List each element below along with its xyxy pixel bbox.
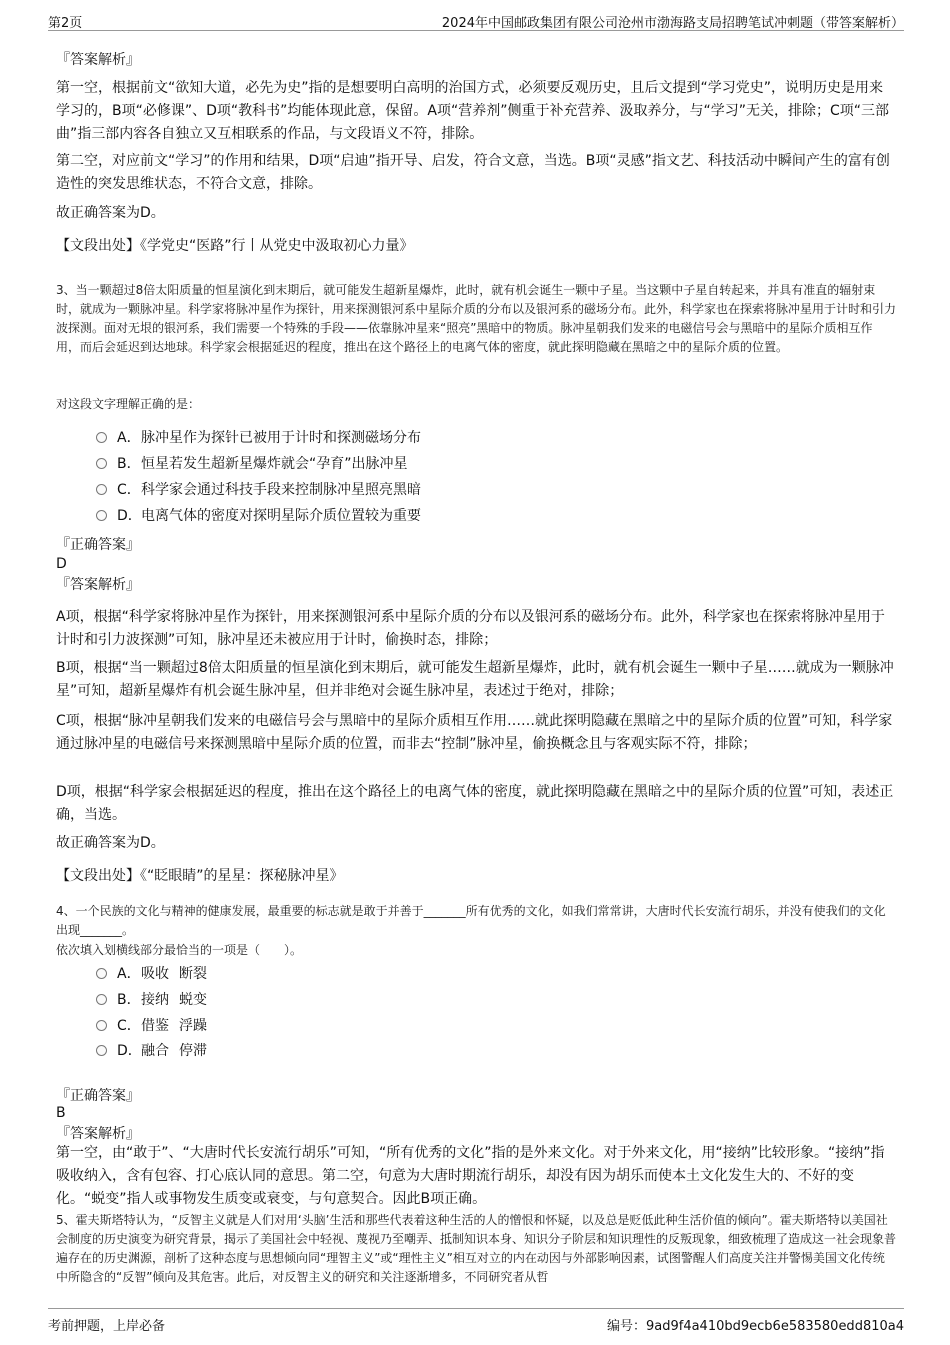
document-code: 编号：9ad9f4a410bd9ecb6e583580edd810a4 bbox=[606, 1319, 904, 1334]
q3-analysis-a: A项，根据“科学家将脉冲星作为探针，用来探测银河系中星际介质的分布以及银河系的磁场分布。此外，科学家也在探索将脉冲星用于计时和引力波探测”可知，脉冲星还未被应用于计时，偷换时态，排除； bbox=[56, 609, 885, 648]
radio-icon[interactable] bbox=[96, 510, 107, 521]
q4-question: 依次填入划横线部分最恰当的一项是（ ）。 bbox=[56, 943, 303, 957]
q4-option-b[interactable]: B．接纳 蜕变 bbox=[96, 990, 207, 1010]
q3-answer-label: 『正确答案』 bbox=[56, 537, 140, 553]
q4-option-d[interactable]: D．融合 停滞 bbox=[96, 1041, 207, 1061]
q4-option-a[interactable]: A．吸收 断裂 bbox=[96, 964, 207, 984]
q2-analysis-para1: 第一空，根据前文“欲知大道，必先为史”指的是想要明白高明的治国方式，必须要反观历史，且后文提到“学习党史”，说明历史是用来学习的，B项“必修课”、D项“教科书”均能体现此意，保留。A项“营养剂”侧重于补充营养、汲取养分，与“学习”无关，排除；C项“三部曲”指三部内容各自独立又互相联系的作品，与文段语义不符，排除。 bbox=[56, 80, 890, 142]
radio-icon[interactable] bbox=[96, 1020, 107, 1031]
q4-answer: B bbox=[56, 1105, 66, 1121]
q3-analysis-b: B项，根据“当一颗超过8倍太阳质量的恒星演化到末期后，就可能发生超新星爆炸，此时，就有机会诞生一颗中子星……就成为一颗脉冲星”可知，超新星爆炸有机会诞生脉冲星，但并非绝对会诞生脉冲星，表述过于绝对，排除； bbox=[56, 660, 894, 699]
q3-stem: 3、当一颗超过8倍太阳质量的恒星演化到末期后，就可能发生超新星爆炸，此时，就有机会诞生一颗中子星。当这颗中子星自转起来，并具有准直的辐射束时，就成为一颗脉冲星。科学家将脉冲星作为探针，用来探测银河系中星际介质的分布以及银河系的磁场分布。此外，科学家也在探索将脉冲星用于计时和引力波探测。面对无垠的银河系，我们需要一个特殊的手段——依靠脉冲星来“照亮”黑暗中的物质。脉冲星朝我们发来的电磁信号会与黑暗中的星际介质相互作用，而后会延迟到达地球。科学家会根据延迟的程度，推出在这个路径上的电离气体的密度，就此探明隐藏在黑暗之中的星际介质的位置。 bbox=[56, 283, 897, 354]
document-title: 2024年中国邮政集团有限公司沧州市渤海路支局招聘笔试冲刺题（带答案解析） bbox=[441, 16, 904, 31]
page-header bbox=[48, 10, 904, 31]
q2-analysis-para2: 第二空，对应前文“学习”的作用和结果，D项“启迪”指开导、启发，符合文意，当选。B项“灵感”指文艺、科技活动中瞬间产生的富有创造性的突发思维状态，不符合文意，排除。 bbox=[56, 153, 890, 192]
q3-option-a[interactable]: A．脉冲星作为探针已被用于计时和探测磁场分布 bbox=[96, 428, 421, 448]
page-footer bbox=[48, 1308, 904, 1339]
q3-option-d[interactable]: D．电离气体的密度对探明星际介质位置较为重要 bbox=[96, 506, 421, 526]
q5-stem: 5、霍夫斯塔特认为，“反智主义就是人们对用‘头脑’生活和那些代表着这种生活的人的憎恨和怀疑，以及总是贬低此种生活价值的倾向”。霍夫斯塔特以美国社会制度的历史演变为研究背景，揭示了美国社会中轻视、蔑视乃至嘲弄、抵制知识本身、知识分子阶层和知识理性的反叛现象，细致梳理了造成这一社会现象普遍存在的历史渊源，剖析了这种态度与思想倾向同“理智主义”或“理性主义”相互对立的内在动因与外部影响因素，试图警醒人们高度关注并警惕美国文化传统中所隐含的“反智”倾向及其危害。此后，对反智主义的研究和关注逐渐增多，不同研究者从哲 bbox=[56, 1213, 897, 1284]
q3-option-b[interactable]: B．恒星若发生超新星爆炸就会“孕育”出脉冲星 bbox=[96, 454, 408, 474]
q2-conclusion: 故正确答案为D。 bbox=[56, 205, 165, 221]
page-number: 第2页 bbox=[48, 16, 83, 31]
radio-icon[interactable] bbox=[96, 994, 107, 1005]
radio-icon[interactable] bbox=[96, 458, 107, 469]
radio-icon[interactable] bbox=[96, 968, 107, 979]
q2-source: 【文段出处】《学党史“医路”行丨从党史中汲取初心力量》 bbox=[56, 238, 414, 254]
radio-icon[interactable] bbox=[96, 432, 107, 443]
q4-answer-label: 『正确答案』 bbox=[56, 1088, 140, 1104]
q4-stem: 4、一个民族的文化与精神的健康发展，最重要的标志就是敢于并善于_______所有优秀的文化，如我们常常讲，大唐时代长安流行胡乐，并没有使我们的文化出现_______。 bbox=[56, 904, 886, 937]
footer-slogan: 考前押题，上岸必备 bbox=[48, 1319, 166, 1334]
q4-analysis-label: 『答案解析』 bbox=[56, 1126, 140, 1142]
q3-answer: D bbox=[56, 556, 67, 572]
q2-analysis-label: 『答案解析』 bbox=[56, 52, 140, 68]
q3-analysis-c: C项，根据“脉冲星朝我们发来的电磁信号会与黑暗中的星际介质相互作用……就此探明隐藏在黑暗之中的星际介质的位置”可知，科学家通过脉冲星的电磁信号来探测黑暗中星际介质的位置，而非去“控制”脉冲星，偷换概念且与客观实际不符，排除； bbox=[56, 713, 893, 752]
q3-analysis-label: 『答案解析』 bbox=[56, 577, 140, 593]
q4-option-c[interactable]: C．借鉴 浮躁 bbox=[96, 1016, 207, 1036]
q3-question: 对这段文字理解正确的是： bbox=[56, 397, 201, 411]
q3-option-c[interactable]: C．科学家会通过科技手段来控制脉冲星照亮黑暗 bbox=[96, 480, 421, 500]
q3-analysis-d: D项，根据“科学家会根据延迟的程度，推出在这个路径上的电离气体的密度，就此探明隐藏在黑暗之中的星际介质的位置”可知，表述正确，当选。 bbox=[56, 784, 894, 823]
q3-conclusion: 故正确答案为D。 bbox=[56, 835, 165, 851]
q3-source: 【文段出处】《“眨眼睛”的星星：探秘脉冲星》 bbox=[56, 868, 344, 884]
radio-icon[interactable] bbox=[96, 484, 107, 495]
radio-icon[interactable] bbox=[96, 1045, 107, 1056]
q4-analysis: 第一空，由“敢于”、“大唐时代长安流行胡乐”可知，“所有优秀的文化”指的是外来文化。对于外来文化，用“接纳”比较形象。“接纳”指吸收纳入，含有包容、打心底认同的意思。第二空，句意为大唐时期流行胡乐，却没有因为胡乐而使本土文化发生大的、不好的变化。“蜕变”指人或事物发生质变或衰变，与句意契合。因此B项正确。 bbox=[56, 1145, 885, 1207]
